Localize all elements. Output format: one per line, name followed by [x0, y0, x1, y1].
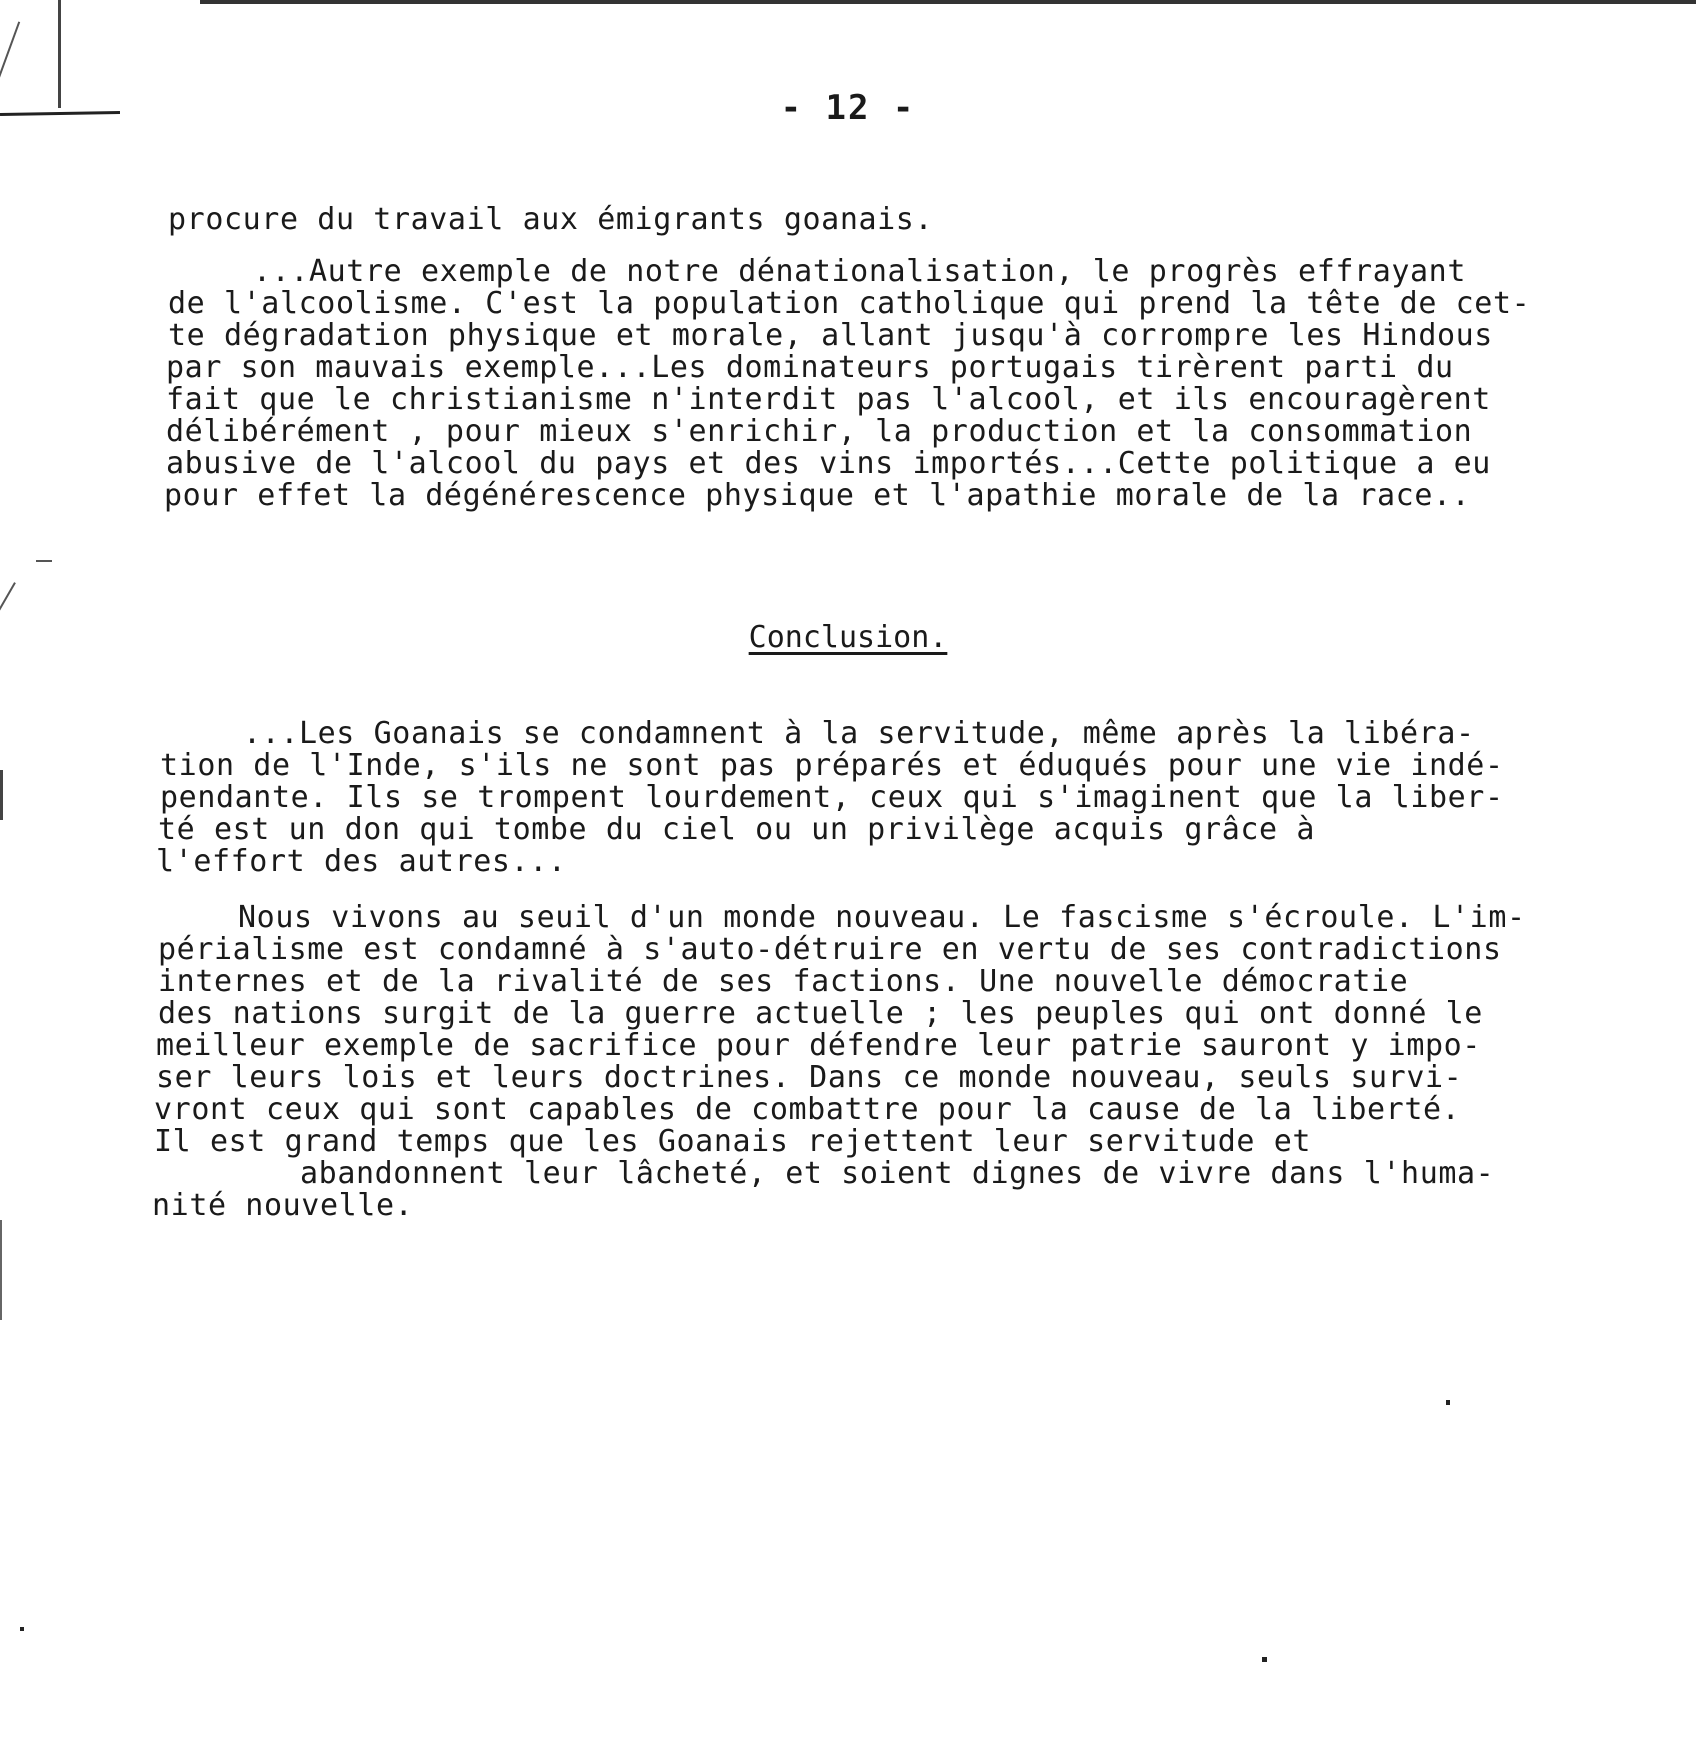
scan-artifact: [1446, 1400, 1450, 1405]
paragraph-monde-line: Il est grand temps que les Goanais rejettent leur servitude et: [154, 1124, 1312, 1159]
page-number: - 12 -: [780, 88, 916, 128]
paragraph-alcool-line: par son mauvais exemple...Les dominateurs portugais tirèrent parti du: [166, 350, 1454, 385]
intro-line: procure du travail aux émigrants goanais.: [168, 202, 934, 237]
scan-artifact: [0, 21, 20, 78]
scan-artifact: [1262, 1657, 1267, 1662]
paragraph-alcool-line: fait que le christianisme n'interdit pas l'alcool, et ils encouragèrent: [166, 382, 1491, 417]
paragraph-alcool-line: délibérément , pour mieux s'enrichir, la production et la consommation: [166, 414, 1473, 449]
paragraph-servitude-line: tion de l'Inde, s'ils ne sont pas préparés et éduqués pour une vie indé-: [160, 748, 1504, 783]
paragraph-servitude-line: pendante. Ils se trompent lourdement, ceux qui s'imaginent que la liber-: [160, 780, 1504, 815]
paragraph-monde-line: Nous vivons au seuil d'un monde nouveau. Le fascisme s'écroule. L'im-: [238, 900, 1526, 935]
paragraph-monde-line: abandonnent leur lâcheté, et soient dignes de vivre dans l'huma-: [300, 1156, 1495, 1191]
scan-artifact: [200, 0, 1696, 4]
paragraph-servitude-line: l'effort des autres...: [156, 844, 567, 879]
scan-artifact: [0, 1220, 2, 1320]
paragraph-monde-line: nité nouvelle.: [152, 1188, 414, 1223]
paragraph-alcool-line: ...Autre exemple de notre dénationalisation, le progrès effrayant: [253, 254, 1466, 289]
paragraph-alcool-line: te dégradation physique et morale, allant jusqu'à corrompre les Hindous: [168, 318, 1493, 353]
scan-artifact: [20, 1627, 24, 1631]
paragraph-monde-line: des nations surgit de la guerre actuelle ; les peuples qui ont donné le: [158, 996, 1483, 1031]
paragraph-alcool-line: abusive de l'alcool du pays et des vins importés...Cette politique a eu: [166, 446, 1491, 481]
paragraph-monde-line: internes et de la rivalité de ses factions. Une nouvelle démocratie: [158, 964, 1409, 999]
paragraph-monde-line: ser leurs lois et leurs doctrines. Dans ce monde nouveau, seuls survi-: [156, 1060, 1463, 1095]
paragraph-servitude-line: ...Les Goanais se condamnent à la servitude, même après la libéra-: [243, 716, 1475, 751]
paragraph-monde-line: périalisme est condamné à s'auto-détruire en vertu de ses contradictions: [158, 932, 1502, 967]
scan-artifact: [0, 770, 3, 820]
paragraph-servitude-line: té est un don qui tombe du ciel ou un privilège acquis grâce à: [158, 812, 1316, 847]
scan-artifact: [0, 582, 16, 618]
paragraph-monde-line: vront ceux qui sont capables de combattre pour la cause de la liberté.: [154, 1092, 1461, 1127]
paragraph-alcool-line: de l'alcoolisme. C'est la population catholique qui prend la tête de cet-: [168, 286, 1531, 321]
scan-artifact: [36, 560, 52, 562]
section-heading-conclusion: Conclusion.: [748, 620, 948, 655]
paragraph-alcool-line: pour effet la dégénérescence physique et l'apathie morale de la race..: [164, 478, 1471, 513]
paragraph-monde-line: meilleur exemple de sacrifice pour défendre leur patrie sauront y impo-: [156, 1028, 1481, 1063]
